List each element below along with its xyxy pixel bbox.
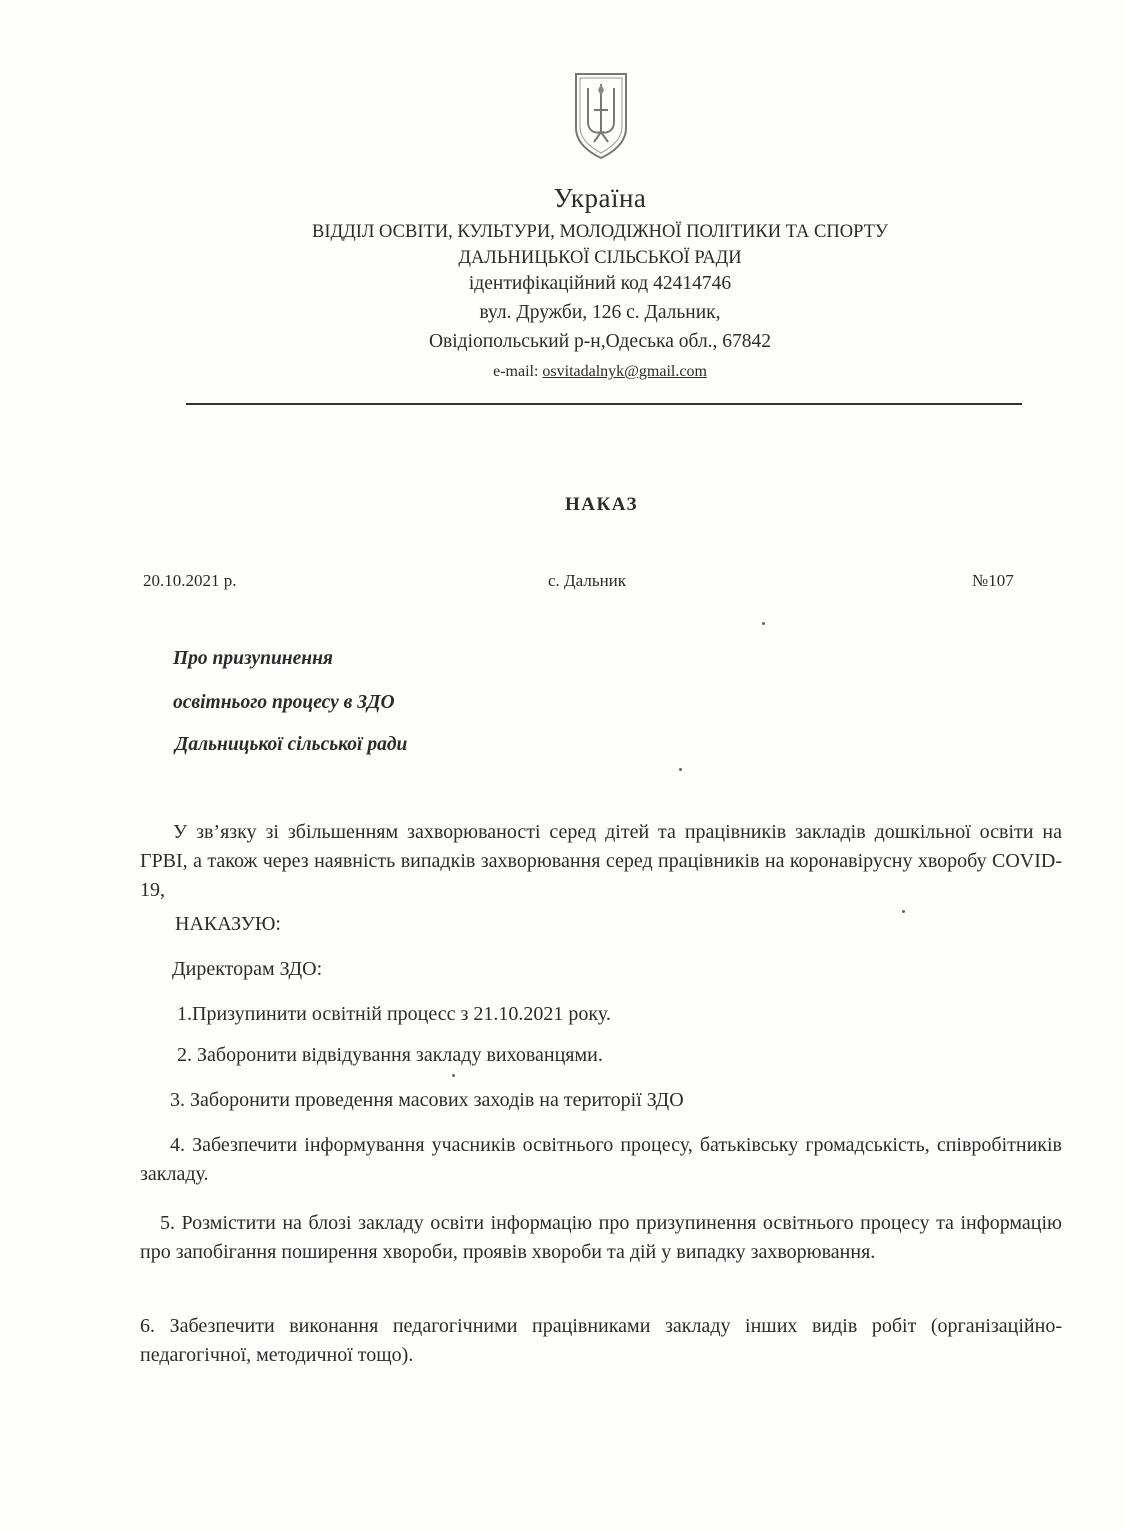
scan-speck: [902, 910, 905, 913]
document-title: НАКАЗ: [564, 494, 639, 515]
order-item-1: 1.Призупинити освітній процесс з 21.10.2021 року.: [177, 1003, 611, 1025]
scan-speck: [679, 768, 682, 771]
order-item-4: 4. Забезпечити інформування учасників освітнього процесу, батьківську громадськість, співробітників закладу.: [140, 1134, 1062, 1185]
order-item-3: 3. Заборонити проведення масових заходів на території ЗДО: [170, 1089, 684, 1111]
email-label: e-mail:: [493, 363, 543, 380]
coat-of-arms-icon: [570, 70, 632, 160]
email-link[interactable]: osvitadalnyk@gmail.com: [542, 363, 707, 380]
order-item-2: 2. Заборонити відвідування закладу вихованцями.: [177, 1044, 603, 1066]
order-item-5: 5. Розмістити на блозі закладу освіти інформацію про призупинення освітнього процесу та інформацію про запобігання поширення хвороби, проявів хвороби та дій у випадку захворювання.: [140, 1212, 1062, 1263]
organization-name: ВІДДІЛ ОСВІТИ, КУЛЬТУРИ, МОЛОДІЖНОЇ ПОЛІТИКИ ТА СПОРТУ: [311, 222, 889, 242]
council-name: ДАЛЬНИЦЬКОЇ СІЛЬСЬКОЇ РАДИ: [458, 248, 742, 268]
email-line: [150, 360, 1050, 384]
identification-code: ідентифікаційний код 42414746: [468, 273, 732, 294]
address-line-1: вул. Дружби, 126 с. Дальник,: [479, 302, 721, 323]
country-name: Україна: [553, 183, 647, 213]
document-number: №107: [972, 571, 1014, 590]
address-line-2: Овідіопольський р-н,Одеська обл., 67842: [428, 331, 772, 352]
order-word: НАКАЗУЮ:: [175, 913, 281, 935]
header-divider: [186, 403, 1022, 405]
subject-line-1: Про призупинення: [173, 648, 333, 669]
order-item-6: 6. Забезпечити виконання педагогічними працівниками закладу інших видів робіт (організаційно-педагогічної, методичної тощо).: [140, 1315, 1062, 1366]
subject-line-3: Дальницької сільської ради: [175, 734, 408, 755]
intro-paragraph: У зв’язку зі збільшенням захворюваності серед дітей та працівників закладів дошкільної освіти на ГРВІ, а також через наявність випадків захворювання серед працівників на коронавірусну хворобу COVID-19,: [140, 821, 1062, 901]
document-date: 20.10.2021 р.: [143, 571, 237, 590]
subject-line-2: освітнього процесу в ЗДО: [173, 692, 395, 713]
document-place: с. Дальник: [548, 571, 627, 590]
scan-speck: [762, 622, 765, 625]
scan-speck: [452, 1074, 455, 1077]
addressee: Директорам ЗДО:: [172, 958, 323, 980]
